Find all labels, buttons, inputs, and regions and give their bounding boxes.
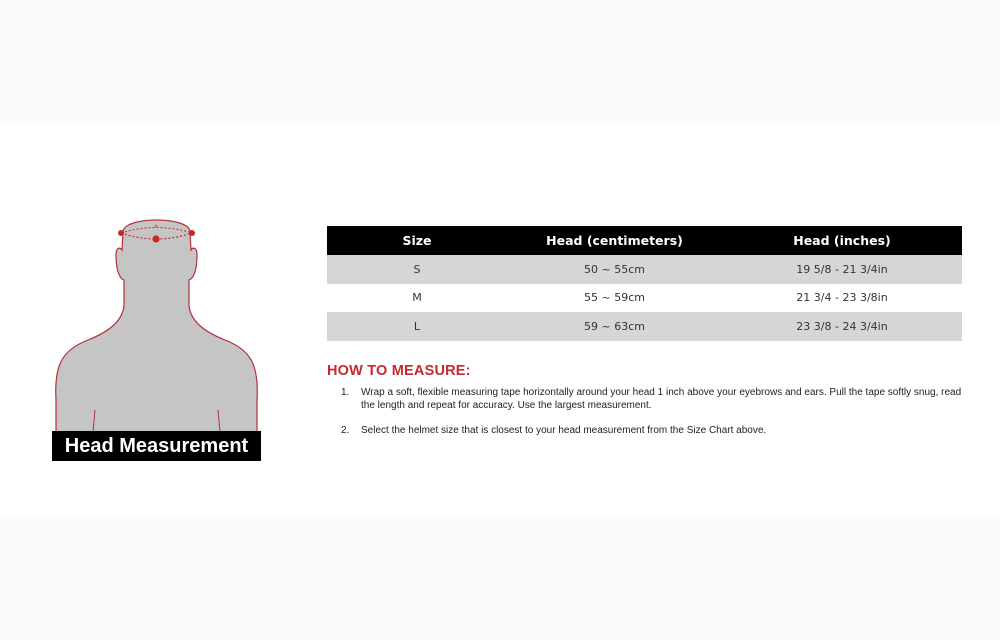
head-silhouette-icon [50,210,270,465]
step-number: 1. [341,387,350,398]
table-row [327,312,962,341]
step-text: Wrap a soft, flexible measuring tape horizontally around your head 1 inch above your eyebrows and ears. Pull the tape softly snug, read the length and repeat for accuracy. Use the largest measurement. [361,387,962,411]
cell-inches: 21 3/4 - 23 3/8in [722,284,962,313]
front-marker [152,235,159,242]
right-marker [189,230,195,236]
back-marker [155,225,158,228]
body-silhouette [56,220,258,432]
cell-centimeters: 59 ~ 63cm [507,312,722,341]
cell-centimeters: 50 ~ 55cm [507,255,722,284]
cell-size: L [327,312,507,341]
cell-inches: 23 3/8 - 24 3/4in [722,312,962,341]
cell-inches: 19 5/8 - 21 3/4in [722,255,962,284]
cell-size: M [327,284,507,313]
step-number: 2. [341,425,350,436]
header-size: Size [327,226,507,255]
step-text: Select the helmet size that is closest to your head measurement from the Size Chart above. [361,425,767,436]
cell-centimeters: 55 ~ 59cm [507,284,722,313]
table-row [327,255,962,284]
table-row [327,284,962,313]
cell-size: S [327,255,507,284]
head-measurement-label: Head Measurement [52,431,261,461]
header-centimeters: Head (centimeters) [507,226,722,255]
table-header-row [327,226,962,255]
how-to-measure-title: HOW TO MEASURE: [327,363,471,379]
size-chart-table [327,226,962,341]
list-item [341,424,966,437]
header-inches: Head (inches) [722,226,962,255]
list-item [341,386,966,412]
measure-steps-list [341,386,966,449]
left-marker [118,230,124,236]
head-figure [50,210,270,465]
